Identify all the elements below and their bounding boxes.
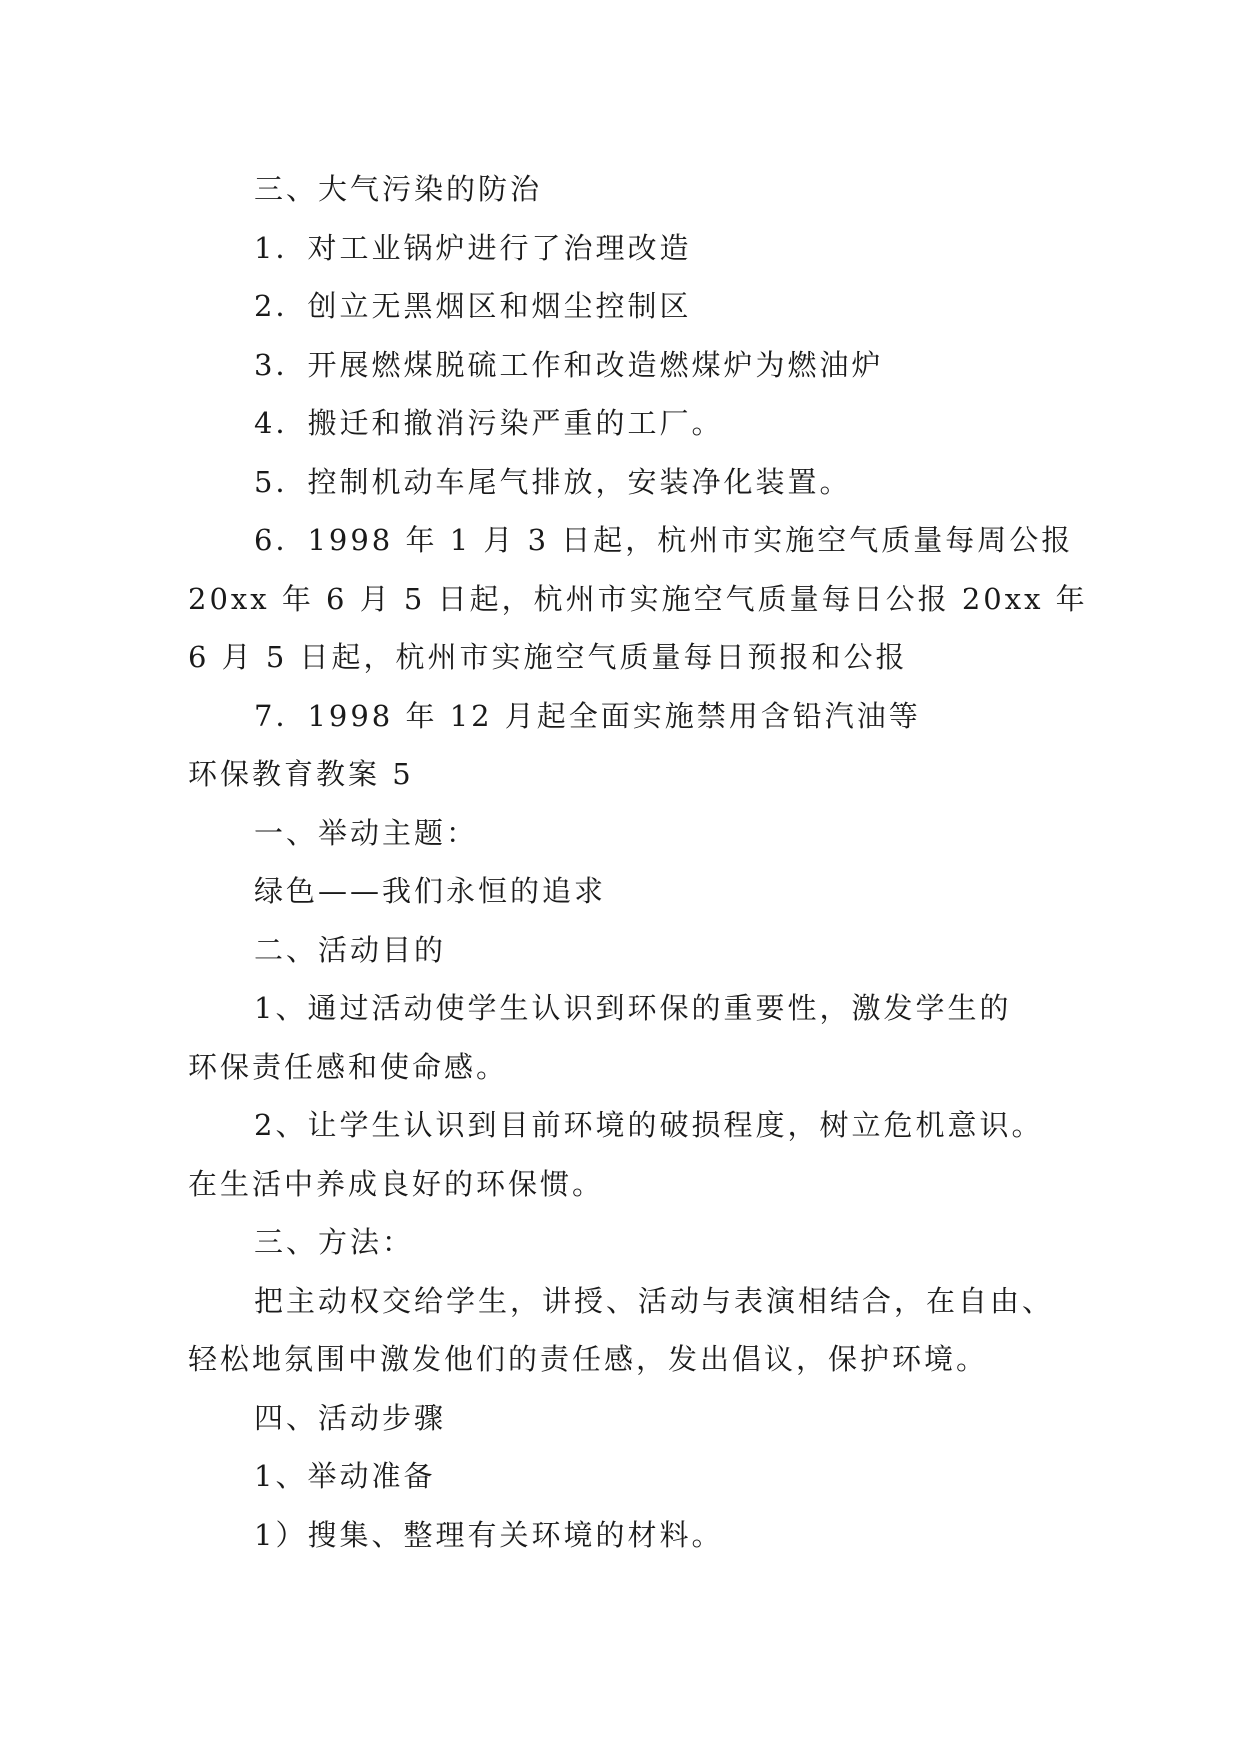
paragraph-line: 在生活中养成良好的环保惯。 (188, 1166, 605, 1201)
list-item: 2．创立无黑烟区和烟尘控制区 (254, 289, 692, 323)
list-item: 6．1998 年 1 月 3 日起，杭州市实施空气质量每周公报 (254, 523, 1074, 557)
section-heading-steps: 四、活动步骤 (254, 1400, 447, 1435)
list-item: 4．搬迁和撤消污染严重的工厂。 (254, 406, 724, 440)
section-title: 环保教育教案 5 (188, 757, 414, 791)
paragraph-line: 6 月 5 日起，杭州市实施空气质量每日预报和公报 (188, 640, 908, 674)
list-item: 1、通过活动使学生认识到环保的重要性，激发学生的 (254, 991, 1012, 1025)
list-item: 1、举动准备 (254, 1459, 436, 1493)
list-item: 2、让学生认识到目前环境的破损程度，树立危机意识。 (254, 1108, 1044, 1142)
section-heading-purpose: 二、活动目的 (254, 932, 447, 967)
paragraph-line: 环保责任感和使命感。 (188, 1049, 509, 1084)
section-heading-theme: 一、举动主题： (254, 815, 479, 850)
list-item: 5．控制机动车尾气排放，安装净化装置。 (254, 464, 852, 499)
list-item: 3．开展燃煤脱硫工作和改造燃煤炉为燃油炉 (254, 347, 884, 382)
list-item: 7．1998 年 12 月起全面实施禁用含铅汽油等 (254, 698, 921, 733)
list-item: 1．对工业锅炉进行了治理改造 (254, 230, 692, 265)
section-heading-air-pollution: 三、大气污染的防治 (254, 172, 543, 206)
paragraph-line: 把主动权交给学生，讲授、活动与表演相结合，在自由、 (254, 1283, 1055, 1318)
document-body (188, 160, 1088, 1564)
list-item: 1）搜集、整理有关环境的材料。 (254, 1517, 724, 1552)
section-heading-method: 三、方法： (254, 1225, 415, 1259)
paragraph-line: 轻松地氛围中激发他们的责任感，发出倡议，保护环境。 (188, 1342, 989, 1376)
paragraph-line: 绿色——我们永恒的追求 (254, 874, 607, 908)
paragraph-line: 20xx 年 6 月 5 日起，杭州市实施空气质量每日公报 20xx 年 (188, 581, 1088, 616)
